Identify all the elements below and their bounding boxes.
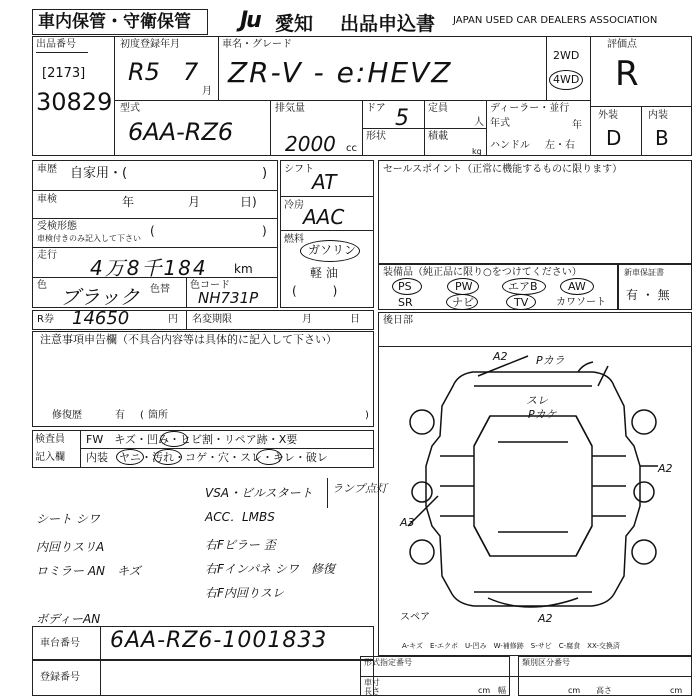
- shift-value: AT: [312, 170, 337, 194]
- warranty-options: 有 ・ 無: [626, 288, 670, 302]
- repair-close: ): [365, 410, 369, 421]
- repair-open: (: [140, 410, 144, 421]
- load-label: 積載: [428, 131, 448, 142]
- equip-nav: ナビ: [452, 296, 474, 309]
- shift-label: シフト: [284, 164, 314, 175]
- form-title: 出品申込書: [340, 13, 436, 35]
- mileage-label: 走行: [37, 250, 57, 261]
- storage-label: 車内保管・守衛保管: [38, 12, 191, 32]
- repair-has: 有: [115, 410, 125, 421]
- recycle-value: 14650: [72, 308, 130, 329]
- color-change-label: 色替: [150, 284, 170, 295]
- history-label: 車歴: [37, 164, 57, 175]
- note-vsa: VSA・ビルスタート: [205, 486, 313, 500]
- inspection-day: 日): [240, 195, 257, 209]
- model-value: 6AA-RZ6: [128, 118, 234, 146]
- displacement-label: 排気量: [275, 103, 305, 114]
- diagram-label-sure: スレ: [526, 394, 548, 407]
- sales-point-label: セールスポイント（正常に機能するものに限ります）: [383, 164, 623, 175]
- equip-ps: PS: [398, 280, 412, 293]
- inspection-label: 車検: [37, 194, 57, 205]
- fuel-gasoline: ガソリン: [308, 243, 357, 257]
- inspection-year: 年: [122, 195, 135, 209]
- grade-label: 評価点: [607, 39, 637, 50]
- damage-legend: A-キズ E-エクボ U-凹み W-補修跡 S-サビ C-腐食 XX-交換済: [402, 642, 620, 650]
- chassis-value: 6AA-RZ6-1001833: [110, 628, 328, 653]
- length-sub: 長さ: [364, 687, 380, 696]
- repair-label: 修復歴: [52, 410, 82, 421]
- inspection-month: 月: [188, 195, 201, 209]
- cm-3: cm: [670, 686, 683, 695]
- note-inner-r: 右F内回りスレ: [205, 586, 284, 600]
- equip-ps-circle: [392, 278, 422, 295]
- capacity-label: 定員: [428, 103, 448, 114]
- car-damage-diagram: [378, 346, 692, 636]
- year-label: 年式: [490, 118, 510, 129]
- equip-tv: TV: [514, 296, 529, 309]
- first-reg-month-suffix: 月: [202, 86, 212, 97]
- lot-label: 出品番号: [36, 39, 76, 50]
- inspector-mark-1: [160, 431, 188, 447]
- year-unit: 年: [572, 120, 582, 131]
- note-acc: ACC．LMBS: [205, 510, 275, 524]
- warranty-label: 新車保証書: [624, 268, 664, 277]
- grade-value: R: [615, 54, 639, 94]
- inspector-label-1: 検査員: [35, 434, 65, 445]
- length-label: 車寸: [364, 678, 380, 687]
- name-change-month: 月: [302, 314, 312, 325]
- note-seat: シート シワ: [36, 512, 100, 526]
- equip-aw: AW: [568, 280, 586, 293]
- inspector-row-2: 内装 ヤニ・汚れ・コゲ・穴・スレ・キレ・破レ: [86, 451, 328, 464]
- displacement-value: 2000: [285, 132, 336, 156]
- displacement-unit: cc: [346, 143, 357, 154]
- cm-1: cm: [478, 686, 491, 695]
- doors-value: 5: [395, 106, 409, 131]
- receipt-label: 受検形態: [37, 221, 77, 232]
- equip-extra: カワソート: [556, 297, 606, 308]
- class-label: 類別区分番号: [522, 658, 570, 667]
- grade-interior-label: 内装: [648, 110, 668, 121]
- recycle-label: R券: [37, 314, 54, 325]
- name-change-label: 名変期限: [192, 314, 232, 325]
- diagram-label-a2-top: A2: [493, 350, 508, 363]
- inspector-label-2: 記入欄: [35, 452, 65, 463]
- doors-label: ドア: [366, 103, 386, 114]
- handle-options: 左・右: [545, 140, 575, 151]
- type-label: 形式指定番号: [364, 658, 412, 667]
- note-pillar: 右Fピラー 歪: [205, 538, 276, 552]
- color-code-label: 色コード: [190, 280, 230, 291]
- first-reg-label: 初度登録年月: [120, 39, 180, 50]
- equip-pw: PW: [455, 280, 473, 293]
- recycle-unit: 円: [168, 314, 178, 325]
- equip-airbag: エアB: [508, 280, 538, 293]
- equipment-label: 装備品（純正品に限り○をつけてください）: [383, 267, 582, 278]
- diagram-label-pkara: Pカラ: [536, 354, 565, 367]
- shape-label: 形状: [366, 131, 386, 142]
- registration-block: [32, 660, 374, 696]
- drive-2wd: 2WD: [553, 49, 580, 62]
- equip-aw-circle: [560, 278, 594, 295]
- chassis-label: 車台番号: [40, 638, 80, 649]
- assoc-name: JAPAN USED CAR DEALERS ASSOCIATION: [453, 15, 658, 26]
- fuel-label: 燃料: [284, 234, 304, 245]
- first-reg-year: R5: [128, 58, 160, 86]
- color-value: ブラック: [60, 285, 140, 309]
- mileage-value: 4万8千184: [90, 256, 208, 280]
- aircon-label: 冷房: [284, 200, 304, 211]
- note-inner: 内回りスリA: [36, 540, 105, 554]
- equip-nav-circle: [446, 294, 478, 310]
- receipt-close: ): [262, 224, 267, 238]
- fuel-diesel: 軽 油: [310, 266, 338, 280]
- model-label: 型式: [120, 103, 140, 114]
- history-value: 自家用・(: [70, 166, 128, 181]
- sales-point-block: [378, 160, 692, 264]
- org-name: 愛知: [275, 13, 314, 35]
- spare-label: スペア: [400, 612, 430, 623]
- handle-label: ハンドル: [490, 140, 530, 151]
- inspector-mark-4: [256, 449, 282, 465]
- note-body: ボディーAN: [36, 612, 101, 626]
- registration-label: 登録番号: [40, 672, 80, 683]
- car-name-value: ZR-V - e:HEVZ: [228, 56, 453, 89]
- color-label: 色: [37, 280, 47, 291]
- receipt-open: (: [150, 224, 155, 238]
- ju-logo: Ju: [240, 8, 260, 33]
- first-reg-month: 7: [183, 58, 199, 86]
- diagram-label-a3-left: A3: [400, 516, 415, 529]
- lot-sub-number: [2173]: [42, 66, 86, 81]
- drive-4wd: 4WD: [553, 73, 580, 86]
- width-sub: 幅: [498, 686, 506, 695]
- capacity-unit: 人: [474, 117, 484, 128]
- notes-label: 注意事項申告欄（不具合内容等は具体的に記入して下さい）: [40, 333, 337, 346]
- fuel-bracket: ( ): [292, 284, 338, 298]
- grade-interior-value: B: [655, 126, 669, 150]
- diagram-label-a2-bottom: A2: [538, 612, 553, 625]
- grade-exterior-value: D: [606, 126, 622, 150]
- note-dash: 右Fインパネ シワ 修復: [205, 562, 335, 576]
- inspector-mark-2: [116, 449, 144, 465]
- mileage-unit: km: [234, 262, 253, 276]
- history-close: ): [262, 166, 268, 181]
- diagram-label-a2-right: A2: [658, 462, 673, 475]
- equip-tv-circle: [506, 294, 536, 310]
- rear-seat-label: 後日部: [383, 315, 413, 326]
- lot-number: 30829: [36, 88, 113, 116]
- diagram-label-pkake: Pカケ: [528, 408, 557, 421]
- load-unit: kg: [472, 147, 482, 156]
- note-mirror: ロミラー AN キズ: [36, 564, 141, 578]
- name-change-day: 日: [350, 314, 360, 325]
- equip-pw-circle: [447, 278, 479, 295]
- car-name-label: 車名・グレード: [222, 39, 292, 50]
- grade-exterior-label: 外装: [598, 110, 618, 121]
- inspector-mark-3: [154, 449, 182, 465]
- color-code-value: NH731P: [198, 289, 259, 307]
- height-sub: 高さ: [596, 686, 612, 695]
- equip-sr: SR: [398, 296, 413, 309]
- note-lamp: ランプ点灯: [332, 482, 387, 495]
- dealer-label: ディーラー・並行: [490, 103, 570, 114]
- cm-2: cm: [568, 686, 581, 695]
- receipt-sub: 車検付きのみ記入して下さい: [37, 234, 141, 243]
- repair-place: 箇所: [148, 410, 168, 421]
- inspector-row-1: FW キズ・凹み・ヒビ割・リペア跡・X要: [86, 433, 298, 446]
- aircon-value: AAC: [303, 205, 345, 229]
- equip-airbag-circle: [502, 278, 546, 295]
